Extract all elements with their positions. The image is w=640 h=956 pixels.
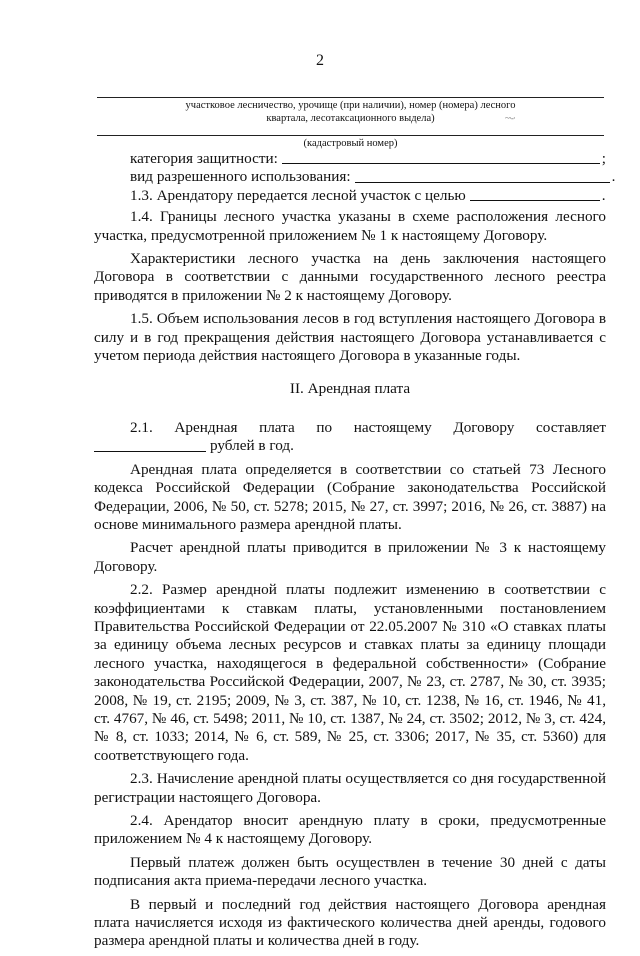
p2-1-word: по xyxy=(316,418,333,436)
purpose-text: 1.3. Арендатору передается лесной участок с целью xyxy=(130,186,466,204)
use-blank xyxy=(355,182,610,183)
paragraph-1-4: 1.4. Границы лесного участка указаны в схеме расположения лесного участка, предусмотренной приложением № 1 к настоящему Договору. xyxy=(94,208,606,244)
use-end: . xyxy=(611,168,616,186)
scan-mark: ~·-· xyxy=(505,113,515,123)
rent-per-year: рублей в год. xyxy=(210,437,294,455)
purpose-field xyxy=(94,187,606,205)
caption-cadastral: (кадастровый номер) xyxy=(303,138,398,149)
section-title: II. Арендная плата xyxy=(289,380,411,398)
purpose-end: . xyxy=(601,186,606,204)
paragraph-calculation: Расчет арендной платы приводится в приложении № 3 к настоящему Договору. xyxy=(94,539,606,575)
category-label: категория защитности: xyxy=(130,150,278,167)
document-body xyxy=(94,150,616,956)
p2-1-word: настоящему xyxy=(353,418,432,436)
rent-amount-blank xyxy=(94,437,206,452)
paragraph-first-payment: Первый платеж должен быть осуществлен в течение 30 дней с даты подписания акта приема-передачи лесного участка. xyxy=(94,853,606,890)
category-field xyxy=(94,150,606,168)
paragraph-2-1-line2 xyxy=(94,437,606,455)
cadastral-fill-line xyxy=(97,135,604,136)
caption-forestry xyxy=(97,99,604,125)
use-label: вид разрешенного использования: xyxy=(130,168,351,186)
p2-1-word: составляет xyxy=(536,418,606,436)
p2-1-word: Арендная xyxy=(174,418,238,436)
paragraph-2-2: 2.2. Размер арендной платы подлежит изменению в соответствии с коэффициентами к ставкам платы, установленными постановлением Правительства Российской Федерации от 22.05.2007 № 310 «О ставках платы за единицу объема лесных ресурсов и ставках платы за единицу площади лесного участка, находящегося в федеральной собственности» (Собрание законодательства Российской Федерации, 2007, № 23, ст. 2787, № 30, ст. 3935; 2008, № 19, ст. 2195; 2009, № 3, ст. 387, № 10, ст. 1238, № 16, ст. 1946, № 41, ст. 4767, № 46, ст. 5498; 2011, № 10, ст. 1387, № 24, ст. 3502; 2012, № 3, ст. 424, № 8, ст. 1033; 2014, № 6, ст. 589, № 25, ст. 3306; 2017, № 35, ст. 5360) для соответствующего года. xyxy=(94,581,606,764)
p2-1-word: плата xyxy=(259,418,295,436)
paragraph-2-3: 2.3. Начисление арендной платы осуществляется со дня государственной регистрации настоящего Договора. xyxy=(94,770,606,806)
paragraph-1-5: 1.5. Объем использования лесов в год вступления настоящего Договора в силу и в год прекращения действия настоящего Договора устанавливается с учетом периода действия настоящего Договора в указанные годы. xyxy=(94,310,606,365)
category-end: ; xyxy=(601,150,606,167)
category-blank xyxy=(282,163,600,164)
paragraph-2-1-line1 xyxy=(94,419,606,437)
use-field xyxy=(94,168,616,186)
paragraph-2-4: 2.4. Арендатор вносит арендную плату в сроки, предусмотренные приложением № 4 к настоящему Договору. xyxy=(94,812,606,848)
caption-forestry-line2: квартала, лесотаксационного выдела) xyxy=(266,113,435,124)
p2-1-word: Договору xyxy=(453,418,515,436)
paragraph-first-last-year: В первый и последний год действия настоящего Договора арендная плата начисляется исходя из фактического количества дней аренды, годового размера арендной платы и количества дней в году. xyxy=(94,895,606,950)
paragraph-characteristics: Характеристики лесного участка на день заключения настоящего Договора в соответствии с данными государственного лесного реестра приводятся в приложении № 2 к настоящему Договору. xyxy=(94,250,606,304)
purpose-blank xyxy=(470,200,600,201)
top-fill-line xyxy=(97,97,604,98)
page-number: 2 xyxy=(316,52,324,69)
p2-1-word: 2.1. xyxy=(130,418,153,436)
caption-forestry-line1: участковое лесничество, урочище (при наличии), номер (номера) лесного xyxy=(185,100,516,111)
paragraph-definition: Арендная плата определяется в соответствии со статьей 73 Лесного кодекса Российской Федерации (Собрание законодательства Российской Федерации, 2006, № 50, ст. 5278; 2015, № 27, ст. 3997; 2016, № 26, ст. 3887) на основе минимального размера арендной платы. xyxy=(94,460,606,533)
